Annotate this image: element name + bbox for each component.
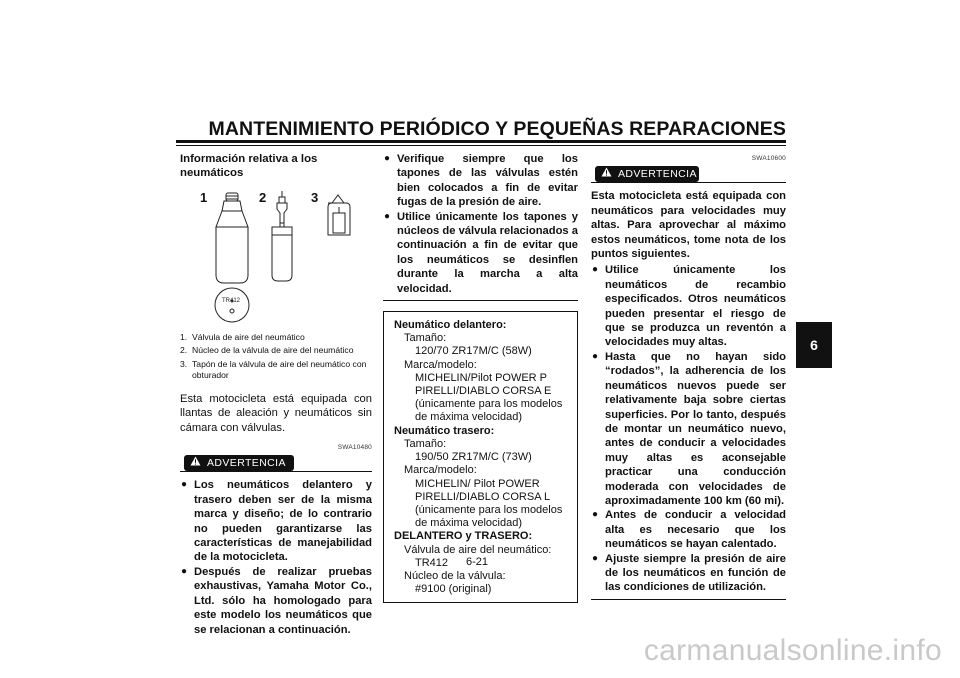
warning-code: SWA10480 bbox=[337, 444, 372, 452]
bullet-icon: ● bbox=[592, 350, 599, 362]
bullet-item: ● Los neumáticos delantero y trasero deben ser de la misma marca y diseño; de lo contrario no pueden garantizarse las características de manejabilidad de la motocicleta. bbox=[181, 479, 372, 564]
bullet-item: ● Utilice únicamente los tapones y núcleos de válvula relacionados a continuación a fin de evitar que los neumáticos se desinflen durante la marcha a alta velocidad. bbox=[384, 210, 578, 295]
warning-code: SWA10600 bbox=[751, 155, 786, 162]
valve-marking-text: TR412 bbox=[222, 297, 241, 304]
warning-label: ADVERTENCIA bbox=[618, 168, 697, 181]
spec-valve-label: Válvula de aire del neumático: bbox=[404, 543, 552, 556]
bullet-item: ● Ajuste siempre la presión de aire de los neumáticos en función de las condiciones de utilización. bbox=[592, 552, 786, 594]
warning-end-rule bbox=[591, 599, 786, 600]
column-right bbox=[591, 152, 786, 600]
warning-triangle-icon bbox=[601, 167, 612, 181]
warning-triangle-icon bbox=[190, 456, 201, 470]
caption-item: 1. Válvula de aire del neumático bbox=[180, 331, 305, 342]
bullet-item: ● Utilice únicamente los neumáticos de recambio especificados. Otros neumáticos pueden presentar el riesgo de que se produzca un reventón a velocidades muy altas. bbox=[592, 264, 786, 349]
header-rule bbox=[176, 140, 786, 143]
spec-brand-label: Marca/modelo: bbox=[404, 358, 477, 371]
valve-top-view-icon bbox=[210, 285, 260, 325]
warning-bullets bbox=[180, 478, 372, 636]
warning-bullets-continued bbox=[383, 152, 578, 296]
bullet-item: ● Antes de conducir a velocidad alta es necesario que los neumáticos se hayan calentado. bbox=[592, 509, 786, 551]
spec-rear-brand-2: PIRELLI/DIABLO CORSA L (únicamente para los modelos de máxima velocidad) bbox=[415, 490, 563, 530]
warning-badge bbox=[184, 455, 294, 471]
header-rule-thin bbox=[176, 145, 786, 146]
caption-item: 3. Tapón de la válvula de aire del neumático con obturador bbox=[180, 358, 367, 381]
warning-badge bbox=[595, 166, 699, 182]
spec-valve-value: TR412 bbox=[415, 556, 449, 569]
spec-front-brand-1: MICHELIN/Pilot POWER P bbox=[415, 371, 548, 384]
page-title: MANTENIMIENTO PERIÓDICO Y PEQUEÑAS REPARACIONES bbox=[208, 118, 786, 140]
figure-label-3: 3 bbox=[311, 189, 319, 205]
body-paragraph: Esta motocicleta está equipada con llantas de aleación y neumáticos sin cámara con válvulas. bbox=[180, 392, 372, 434]
spec-rear-size: 190/50 ZR17M/C (73W) bbox=[415, 451, 532, 464]
valve-figure bbox=[180, 189, 372, 304]
page-number: 6-21 bbox=[466, 556, 489, 568]
spec-rear-brand-1: MICHELIN/ Pilot POWER bbox=[415, 477, 540, 490]
watermark: carmanualsonline.info bbox=[643, 634, 942, 667]
spec-front-title: Neumático delantero: bbox=[394, 319, 507, 332]
section-title: Información relativa a los neumáticos bbox=[180, 153, 318, 180]
spec-size-label-rear: Tamaño: bbox=[404, 437, 447, 450]
bullet-icon: ● bbox=[181, 479, 188, 491]
warning-header bbox=[591, 168, 786, 183]
bullet-icon: ● bbox=[181, 565, 188, 577]
spec-brand-label-rear: Marca/modelo: bbox=[404, 464, 477, 477]
spec-core-value: #9100 (original) bbox=[415, 583, 492, 596]
spec-size-label: Tamaño: bbox=[404, 332, 447, 345]
bullet-icon: ● bbox=[592, 552, 599, 564]
chapter-tab: 6 bbox=[796, 322, 832, 368]
column-left bbox=[180, 152, 372, 637]
spec-core-label: Núcleo de la válvula: bbox=[404, 569, 506, 582]
bullet-item: ● Verifique siempre que los tapones de las válvulas estén bien colocados a fin de evitar fugas de la presión de aire. bbox=[384, 153, 578, 209]
figure-captions bbox=[180, 332, 372, 382]
figure-label-1: 1 bbox=[200, 189, 208, 205]
warning-end-rule bbox=[383, 300, 578, 301]
bullet-item: ● Hasta que no hayan sido “rodados”, la adherencia de los neumáticos nuevos puede ser relativamente baja sobre ciertas superficies. Por lo tanto, después de montar un neumático nuevo, antes de conducir a velocidades muy altas es aconsejable practicar una conducción moderada con velocidades de aproximadamente 100 km (60 mi). bbox=[592, 350, 786, 507]
spec-both-title: DELANTERO y TRASERO: bbox=[394, 530, 533, 543]
figure-label-2: 2 bbox=[259, 189, 267, 205]
caption-item: 2. Núcleo de la válvula de aire del neumático bbox=[180, 345, 354, 356]
bullet-icon: ● bbox=[592, 509, 599, 521]
bullet-icon: ● bbox=[384, 210, 391, 222]
bullet-icon: ● bbox=[592, 264, 599, 276]
bullet-item: ● Después de realizar pruebas exhaustivas, Yamaha Motor Co., Ltd. sólo ha homologado para este modelo los neumáticos que se relacionan a continuación. bbox=[181, 565, 372, 636]
warning-header bbox=[180, 457, 372, 472]
column-middle bbox=[383, 152, 578, 603]
spec-front-size: 120/70 ZR17M/C (58W) bbox=[415, 345, 532, 358]
warning-label: ADVERTENCIA bbox=[207, 457, 286, 470]
tire-valve-illustration bbox=[180, 189, 372, 304]
warning-intro: Esta motocicleta está equipada con neumáticos para velocidades muy altas. Para aprovechar al máximo estos neumáticos, tome nota de los puntos siguientes. bbox=[591, 190, 786, 261]
spec-rear-title: Neumático trasero: bbox=[394, 424, 495, 437]
bullet-icon: ● bbox=[384, 153, 391, 164]
warning-bullets bbox=[591, 263, 786, 594]
spec-front-brand-2: PIRELLI/DIABLO CORSA E (únicamente para los modelos de máxima velocidad) bbox=[415, 385, 563, 424]
